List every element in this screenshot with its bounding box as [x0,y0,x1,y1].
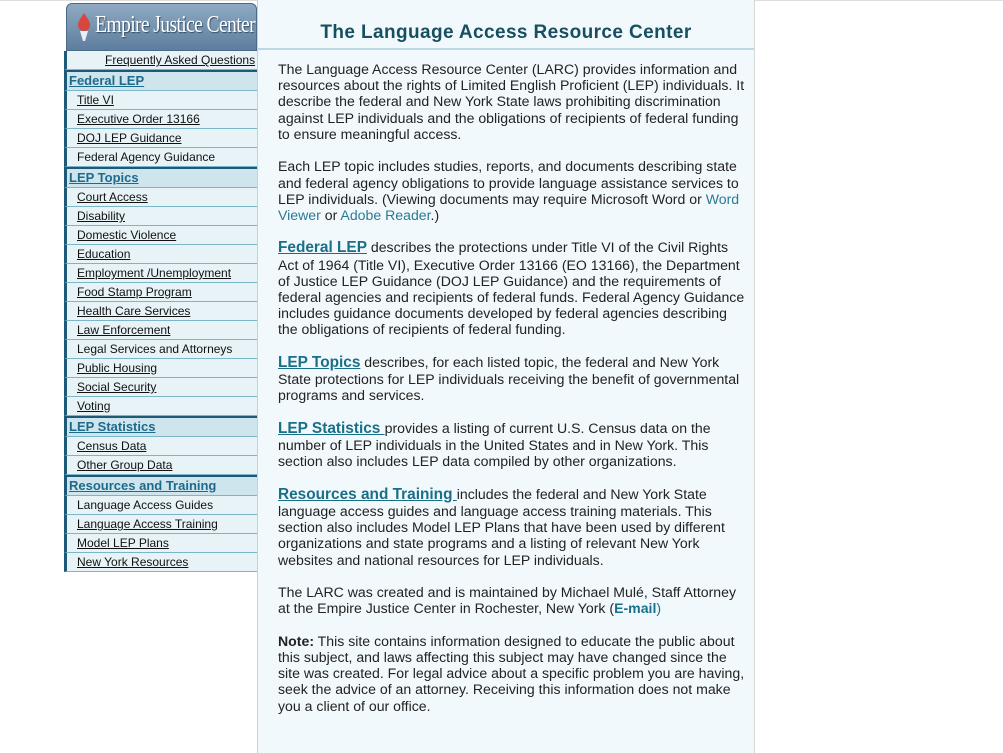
word-viewer-link[interactable]: Word Viewer [278,190,740,223]
sidebar-item-label[interactable]: Census Data [77,439,147,453]
sidebar-section-lep-statistics[interactable] [64,416,257,437]
sidebar-section-title[interactable]: Federal LEP [69,73,145,88]
sidebar-item-label[interactable]: Federal Agency Guidance [77,150,216,164]
sidebar-item-other-group-data[interactable] [64,456,257,475]
main-content [278,61,746,730]
page-right-border [754,0,755,753]
sidebar-item-label[interactable]: Social Security [77,380,157,394]
sidebar-item-education[interactable] [64,245,257,264]
sidebar-item-label[interactable]: Employment /Unemployment [77,266,232,280]
sidebar-item-label[interactable]: Executive Order 13166 [77,112,200,126]
sidebar-item-model-lep-plans[interactable] [64,534,257,553]
sidebar-item-label[interactable]: Disability [77,209,126,223]
sidebar-item-label[interactable]: Health Care Services [77,304,191,318]
adobe-reader-link[interactable]: Adobe Reader [340,206,431,223]
note-label: Note: [278,632,315,649]
sidebar-section-federal-lep[interactable] [64,70,257,91]
sidebar-item-doj-guidance[interactable] [64,129,257,148]
sidebar-item-language-access-guides[interactable] [64,496,257,515]
sidebar-item-label[interactable]: DOJ LEP Guidance [77,131,182,145]
email-link[interactable]: E-mail [614,600,657,617]
sidebar-item-language-access-training[interactable] [64,515,257,534]
sidebar-item-label[interactable]: Legal Services and Attorneys [77,342,233,356]
sidebar-item-public-housing[interactable] [64,359,257,378]
sidebar-item-social-security[interactable] [64,378,257,397]
sidebar-item-faq[interactable] [64,51,257,70]
sidebar-item-health-care[interactable] [64,302,257,321]
sidebar-item-label[interactable]: Language Access Training [77,517,218,531]
federal-lep-paragraph: Federal LEP describes the protections under Title VI of the Civil Rights Act of 1964 (Title VI), Executive Order 13166 (EO 13166), the Department of Justice LEP Guidance (DOJ LEP Guidance) and the requirements of federal agencies and recipients of federal funds. Federal Agency Guidance includes guidance documents developed by federal agencies describing the obligations of recipients of federal funding. [278,239,745,338]
sidebar-section-title[interactable]: Resources and Training [69,478,217,493]
empire-justice-center-logo[interactable] [66,3,257,51]
resources-training-paragraph: Resources and Training includes the federal and New York State language access guides and language access training materials. This section also includes Model LEP Plans that have been used by different organizations and state programs and a listing of relevant New York websites and national resources for LEP individuals. [278,485,725,568]
torch-icon [74,12,94,42]
lep-topics-link[interactable]: LEP Topics [278,353,361,371]
intro-paragraph: The Language Access Resource Center (LARC) provides information and resources about the rights of Limited English Proficient (LEP) individuals. It describe the federal and New York State laws prohibiting discrimination against LEP individuals and the obligations of recipients of federal funding to ensure meaningful access. [278,61,745,142]
sidebar-item-food-stamp[interactable] [64,283,257,302]
sidebar-item-law-enforcement[interactable] [64,321,257,340]
sidebar-item-executive-order[interactable] [64,110,257,129]
sidebar-item-legal-services[interactable] [64,340,257,359]
sidebar-item-label[interactable]: Model LEP Plans [77,536,169,550]
sidebar-item-employment[interactable] [64,264,257,283]
sidebar-nav [64,51,257,572]
sidebar-link-faq[interactable]: Frequently Asked Questions [105,53,256,67]
sidebar-item-voting[interactable] [64,397,257,416]
sidebar-item-label[interactable]: Domestic Violence [77,228,177,242]
sidebar-section-resources-training[interactable] [64,475,257,496]
sidebar-item-label[interactable]: Voting [77,399,111,413]
sidebar-section-title[interactable]: LEP Statistics [69,419,156,434]
sidebar-item-label[interactable]: Court Access [77,190,148,204]
sidebar-item-domestic-violence[interactable] [64,226,257,245]
title-divider [258,48,754,50]
federal-lep-link[interactable]: Federal LEP [278,239,367,257]
sidebar-item-label[interactable]: Law Enforcement [77,323,171,337]
sidebar-item-disability[interactable] [64,207,257,226]
lep-statistics-link[interactable]: LEP Statistics [278,419,385,437]
resources-training-link[interactable]: Resources and Training [278,485,457,503]
lep-topics-paragraph: LEP Topics describes, for each listed topic, the federal and New York State protections for LEP individuals receiving the benefit of governmental programs and services. [278,353,740,404]
page-title: The Language Access Resource Center [320,22,692,43]
sidebar-section-lep-topics[interactable] [64,167,257,188]
sidebar-item-court-access[interactable] [64,188,257,207]
sidebar-item-label[interactable]: New York Resources [77,555,189,569]
lep-statistics-paragraph: LEP Statistics provides a listing of current U.S. Census data on the number of LEP individuals in the United States and in New York. This section also includes LEP data compiled by other organizations. [278,419,711,470]
sidebar-item-census-data[interactable] [64,437,257,456]
sidebar-item-label[interactable]: Language Access Guides [77,498,214,512]
note-paragraph: Note: This site contains information designed to educate the public about this subject, and laws affecting this subject may have changed since the site was created. For legal advice about a specific problem you are having, seek the advice of an attorney. Receiving this information does not make you a client of our office. [278,632,745,714]
sidebar-item-label[interactable]: Food Stamp Program [77,285,192,299]
sidebar-item-label[interactable]: Public Housing [77,361,158,375]
sidebar-item-label[interactable]: Other Group Data [77,458,173,472]
documents-paragraph: Each LEP topic includes studies, reports, and documents describing state and federal agency obligations to provide language assistance services to LEP individuals. (Viewing documents may require Microsoft Word or Word Viewer or Adobe Reader.) [278,158,740,223]
sidebar-section-title[interactable]: LEP Topics [69,170,139,185]
sidebar-item-new-york-resources[interactable] [64,553,257,572]
sidebar-item-title-vi[interactable] [64,91,257,110]
logo-text: Empire Justice Center [95,12,256,38]
sidebar-item-label[interactable]: Education [77,247,131,261]
sidebar-item-label[interactable]: Title VI [77,93,114,107]
sidebar-item-federal-agency-guidance[interactable] [64,148,257,167]
larc-credit-paragraph: The LARC was created and is maintained by Michael Mulé, Staff Attorney at the Empire Justice Center in Rochester, New York (E-mail) [278,584,737,617]
